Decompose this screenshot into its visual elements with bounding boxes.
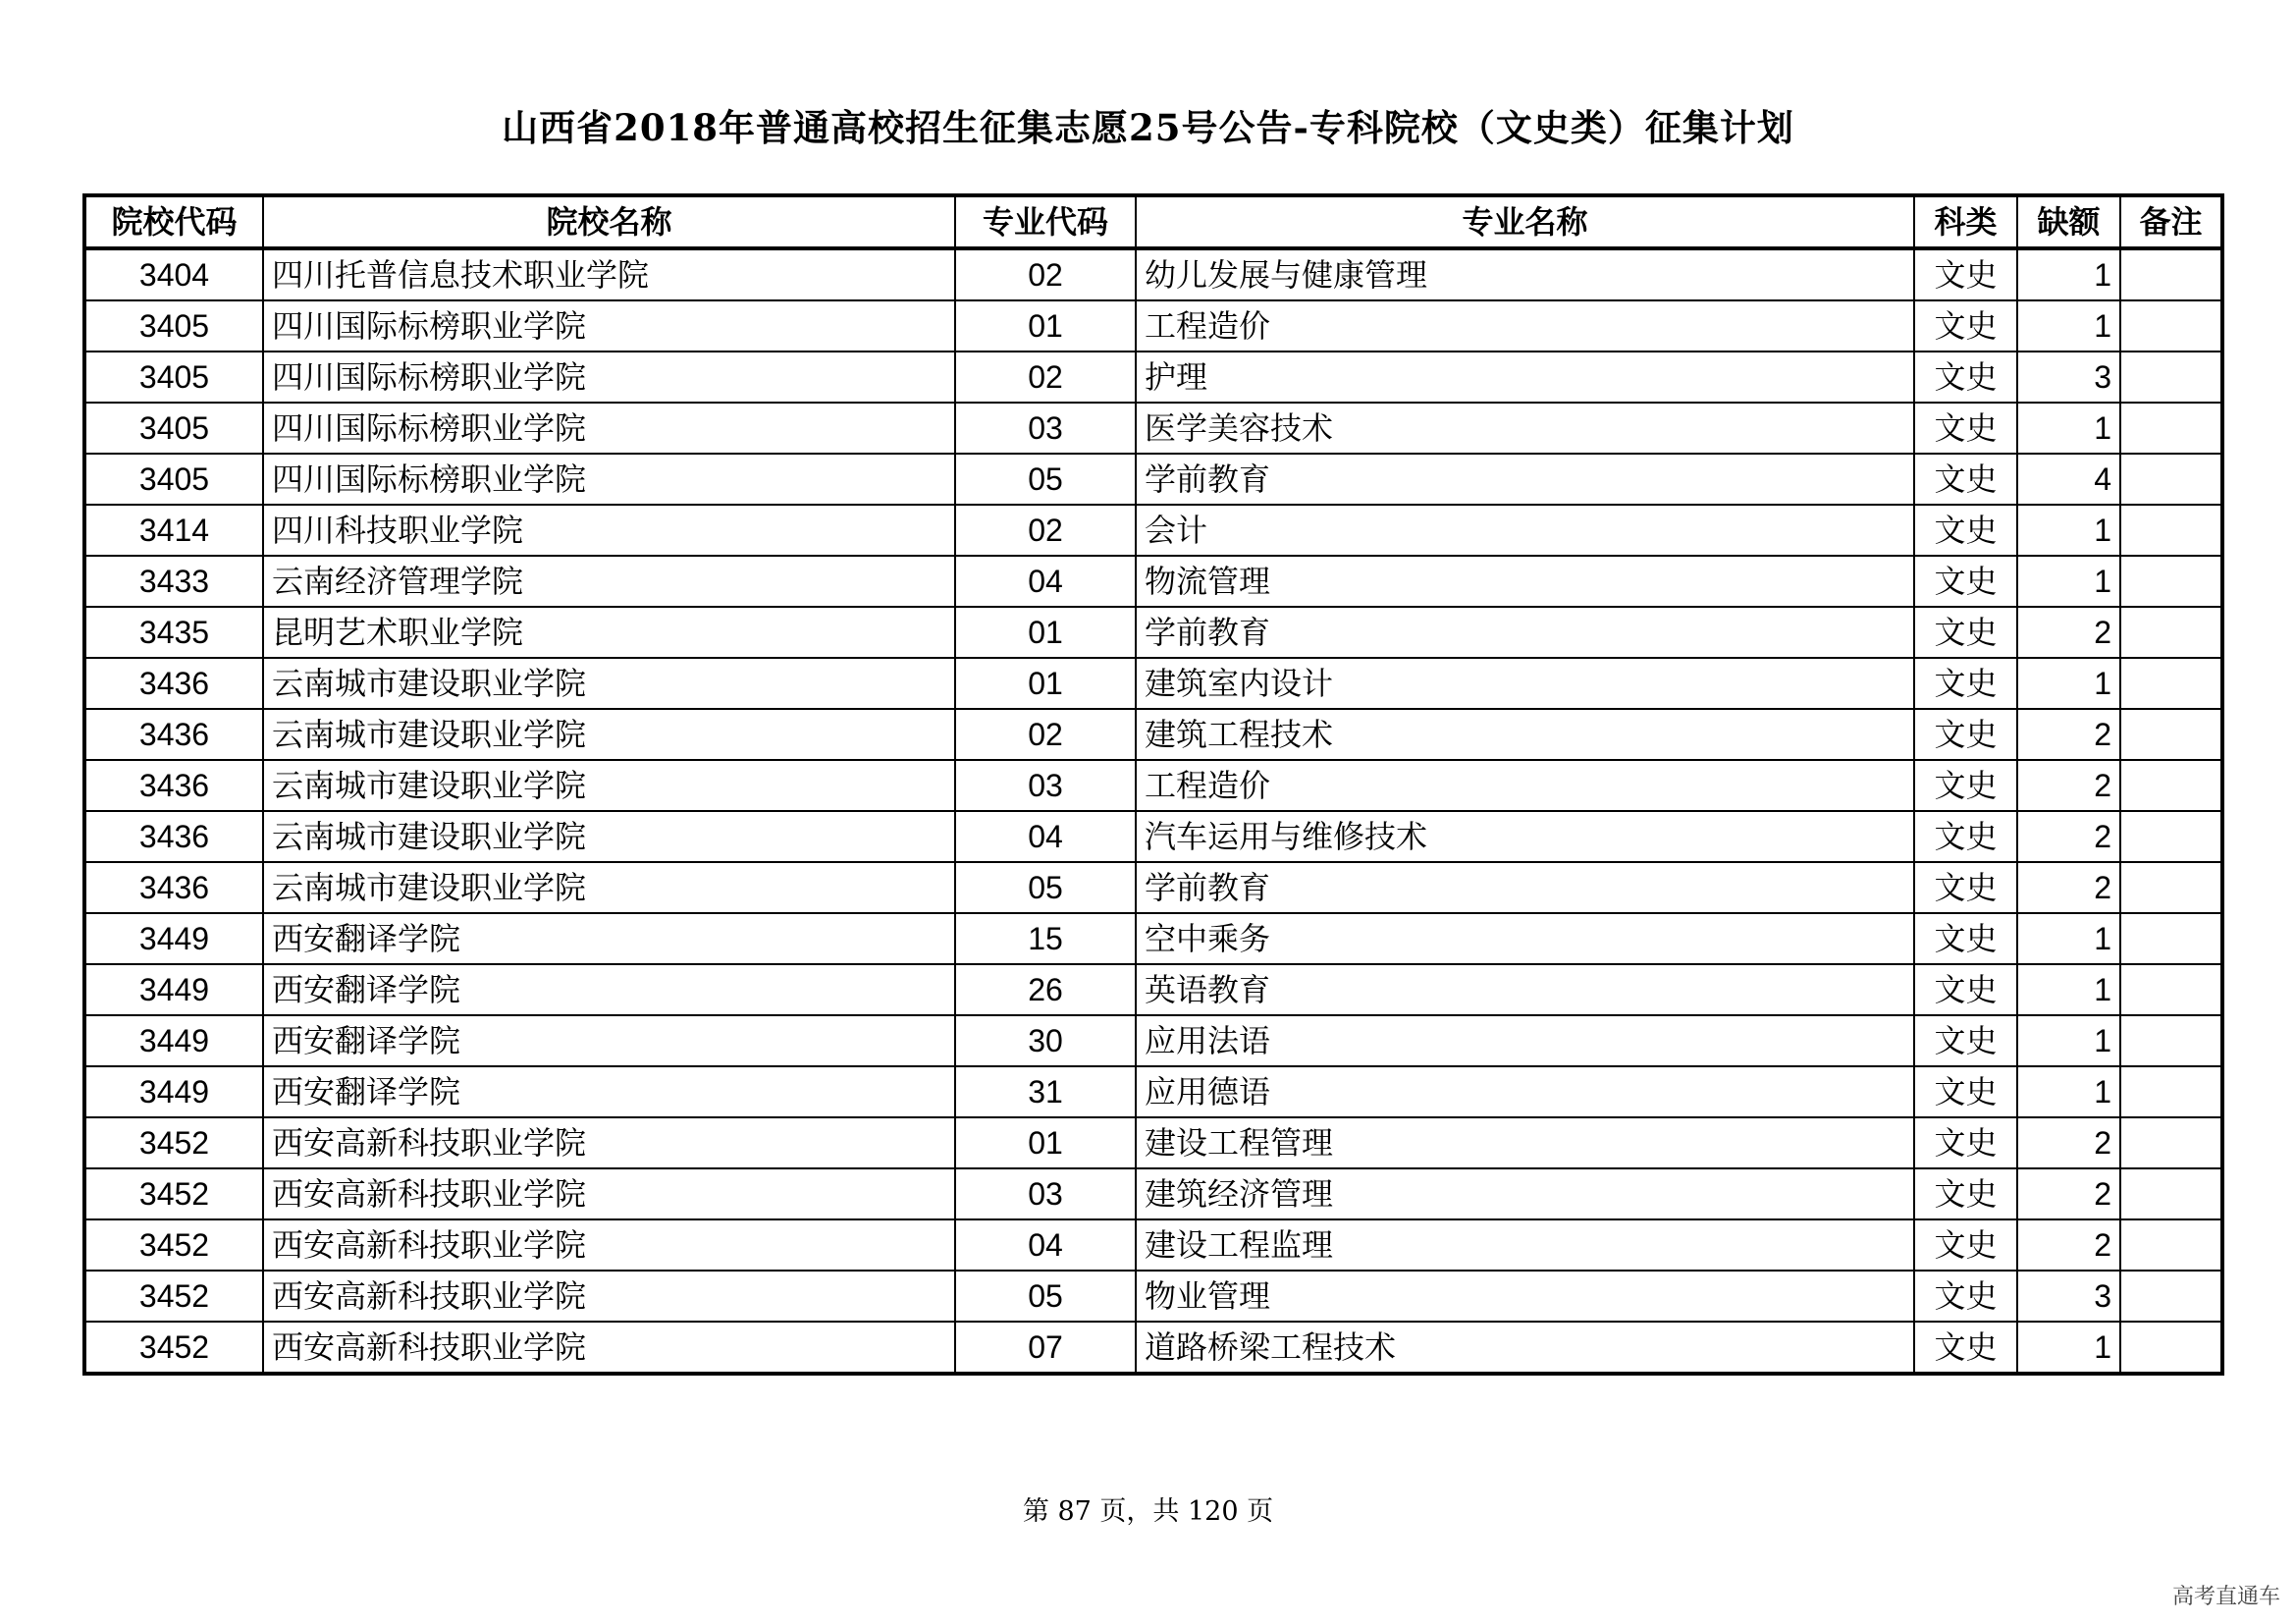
cell-school-code: 3414 — [84, 505, 263, 556]
cell-major-code: 03 — [955, 760, 1136, 811]
cell-note — [2120, 709, 2222, 760]
header-note: 备注 — [2120, 195, 2222, 248]
cell-vacancy: 3 — [2017, 352, 2120, 403]
cell-vacancy: 1 — [2017, 248, 2120, 300]
cell-note — [2120, 658, 2222, 709]
cell-school-code: 3435 — [84, 607, 263, 658]
cell-category: 文史 — [1914, 403, 2017, 454]
table-row — [84, 300, 2222, 352]
table-row — [84, 1322, 2222, 1374]
table-row — [84, 862, 2222, 913]
cell-vacancy: 1 — [2017, 658, 2120, 709]
cell-school-name: 西安高新科技职业学院 — [263, 1322, 955, 1374]
cell-vacancy: 2 — [2017, 607, 2120, 658]
cell-school-code: 3452 — [84, 1219, 263, 1271]
cell-school-code: 3449 — [84, 1066, 263, 1117]
cell-major-code: 04 — [955, 556, 1136, 607]
cell-note — [2120, 811, 2222, 862]
cell-category: 文史 — [1914, 1117, 2017, 1168]
cell-vacancy: 2 — [2017, 709, 2120, 760]
cell-note — [2120, 403, 2222, 454]
cell-vacancy: 1 — [2017, 964, 2120, 1015]
header-category: 科类 — [1914, 195, 2017, 248]
cell-major-code: 02 — [955, 352, 1136, 403]
cell-vacancy: 2 — [2017, 760, 2120, 811]
cell-category: 文史 — [1914, 607, 2017, 658]
cell-note — [2120, 352, 2222, 403]
table-row — [84, 964, 2222, 1015]
cell-note — [2120, 607, 2222, 658]
cell-category: 文史 — [1914, 964, 2017, 1015]
table-row — [84, 1168, 2222, 1219]
cell-school-name: 云南城市建设职业学院 — [263, 709, 955, 760]
cell-note — [2120, 1219, 2222, 1271]
cell-major-code: 01 — [955, 300, 1136, 352]
cell-note — [2120, 1066, 2222, 1117]
cell-vacancy: 1 — [2017, 1015, 2120, 1066]
cell-school-code: 3405 — [84, 300, 263, 352]
cell-category: 文史 — [1914, 248, 2017, 300]
cell-school-name: 云南城市建设职业学院 — [263, 658, 955, 709]
page-number: 第 87 页，共 120 页 — [1022, 1496, 1274, 1527]
cell-category: 文史 — [1914, 556, 2017, 607]
table-row — [84, 607, 2222, 658]
table-row — [84, 760, 2222, 811]
cell-major-name: 幼儿发展与健康管理 — [1136, 248, 1914, 300]
watermark-text: 高考直通车 — [2171, 1585, 2280, 1609]
cell-school-name: 四川国际标榜职业学院 — [263, 352, 955, 403]
cell-school-code: 3452 — [84, 1168, 263, 1219]
cell-note — [2120, 760, 2222, 811]
cell-major-name: 空中乘务 — [1136, 913, 1914, 964]
cell-school-code: 3436 — [84, 709, 263, 760]
cell-school-name: 四川国际标榜职业学院 — [263, 300, 955, 352]
cell-major-name: 建筑经济管理 — [1136, 1168, 1914, 1219]
cell-major-code: 04 — [955, 811, 1136, 862]
cell-note — [2120, 964, 2222, 1015]
cell-school-name: 西安高新科技职业学院 — [263, 1219, 955, 1271]
cell-major-name: 工程造价 — [1136, 760, 1914, 811]
cell-vacancy: 1 — [2017, 913, 2120, 964]
cell-school-name: 西安翻译学院 — [263, 964, 955, 1015]
cell-note — [2120, 1117, 2222, 1168]
cell-school-name: 西安高新科技职业学院 — [263, 1117, 955, 1168]
header-school-code: 院校代码 — [84, 195, 263, 248]
cell-category: 文史 — [1914, 1168, 2017, 1219]
cell-vacancy: 1 — [2017, 1066, 2120, 1117]
header-school-name: 院校名称 — [263, 195, 955, 248]
cell-category: 文史 — [1914, 862, 2017, 913]
cell-note — [2120, 556, 2222, 607]
cell-major-code: 05 — [955, 1271, 1136, 1322]
cell-major-code: 31 — [955, 1066, 1136, 1117]
cell-vacancy: 2 — [2017, 1117, 2120, 1168]
header-major-name: 专业名称 — [1136, 195, 1914, 248]
cell-note — [2120, 1271, 2222, 1322]
cell-major-code: 15 — [955, 913, 1136, 964]
cell-vacancy: 1 — [2017, 300, 2120, 352]
cell-major-name: 护理 — [1136, 352, 1914, 403]
cell-vacancy: 4 — [2017, 454, 2120, 505]
cell-major-name: 工程造价 — [1136, 300, 1914, 352]
cell-major-code: 26 — [955, 964, 1136, 1015]
cell-note — [2120, 248, 2222, 300]
cell-school-code: 3449 — [84, 913, 263, 964]
cell-vacancy: 2 — [2017, 1168, 2120, 1219]
cell-category: 文史 — [1914, 1066, 2017, 1117]
table-row — [84, 403, 2222, 454]
cell-category: 文史 — [1914, 709, 2017, 760]
table-row — [84, 1219, 2222, 1271]
cell-major-code: 01 — [955, 1117, 1136, 1168]
cell-major-code: 30 — [955, 1015, 1136, 1066]
table-row — [84, 811, 2222, 862]
cell-vacancy: 1 — [2017, 556, 2120, 607]
cell-major-name: 应用法语 — [1136, 1015, 1914, 1066]
enrollment-plan-table — [82, 193, 2224, 1376]
header-vacancy: 缺额 — [2017, 195, 2120, 248]
cell-major-name: 道路桥梁工程技术 — [1136, 1322, 1914, 1374]
cell-category: 文史 — [1914, 1322, 2017, 1374]
cell-major-name: 学前教育 — [1136, 862, 1914, 913]
cell-school-code: 3405 — [84, 454, 263, 505]
cell-major-name: 物流管理 — [1136, 556, 1914, 607]
cell-major-name: 学前教育 — [1136, 454, 1914, 505]
cell-major-name: 建筑室内设计 — [1136, 658, 1914, 709]
cell-note — [2120, 862, 2222, 913]
cell-school-code: 3404 — [84, 248, 263, 300]
cell-school-code: 3452 — [84, 1322, 263, 1374]
table-header-row — [84, 195, 2222, 248]
cell-note — [2120, 505, 2222, 556]
cell-school-name: 四川国际标榜职业学院 — [263, 454, 955, 505]
cell-major-code: 04 — [955, 1219, 1136, 1271]
cell-major-code: 05 — [955, 454, 1136, 505]
cell-note — [2120, 1322, 2222, 1374]
table-row — [84, 1117, 2222, 1168]
cell-category: 文史 — [1914, 352, 2017, 403]
table-row — [84, 1015, 2222, 1066]
cell-school-code: 3405 — [84, 352, 263, 403]
table-row — [84, 658, 2222, 709]
cell-school-code: 3405 — [84, 403, 263, 454]
cell-major-name: 医学美容技术 — [1136, 403, 1914, 454]
cell-category: 文史 — [1914, 811, 2017, 862]
cell-major-name: 建筑工程技术 — [1136, 709, 1914, 760]
cell-major-name: 建设工程管理 — [1136, 1117, 1914, 1168]
cell-major-name: 建设工程监理 — [1136, 1219, 1914, 1271]
cell-vacancy: 1 — [2017, 505, 2120, 556]
header-major-code: 专业代码 — [955, 195, 1136, 248]
table-row — [84, 505, 2222, 556]
cell-category: 文史 — [1914, 300, 2017, 352]
cell-major-name: 汽车运用与维修技术 — [1136, 811, 1914, 862]
cell-school-name: 云南经济管理学院 — [263, 556, 955, 607]
cell-category: 文史 — [1914, 454, 2017, 505]
cell-note — [2120, 1168, 2222, 1219]
cell-school-code: 3452 — [84, 1271, 263, 1322]
cell-category: 文史 — [1914, 1219, 2017, 1271]
cell-school-code: 3436 — [84, 760, 263, 811]
cell-major-name: 物业管理 — [1136, 1271, 1914, 1322]
cell-major-code: 02 — [955, 709, 1136, 760]
cell-school-name: 云南城市建设职业学院 — [263, 862, 955, 913]
cell-school-name: 西安翻译学院 — [263, 1066, 955, 1117]
table-row — [84, 556, 2222, 607]
cell-school-name: 四川国际标榜职业学院 — [263, 403, 955, 454]
cell-major-code: 03 — [955, 1168, 1136, 1219]
cell-note — [2120, 913, 2222, 964]
table-row — [84, 1066, 2222, 1117]
cell-school-code: 3449 — [84, 964, 263, 1015]
cell-vacancy: 2 — [2017, 811, 2120, 862]
cell-school-code: 3433 — [84, 556, 263, 607]
table-row — [84, 454, 2222, 505]
table-body — [84, 248, 2222, 1374]
cell-school-name: 西安翻译学院 — [263, 913, 955, 964]
cell-school-code: 3436 — [84, 811, 263, 862]
cell-school-name: 云南城市建设职业学院 — [263, 760, 955, 811]
table-row — [84, 913, 2222, 964]
cell-note — [2120, 454, 2222, 505]
cell-school-name: 西安翻译学院 — [263, 1015, 955, 1066]
cell-vacancy: 3 — [2017, 1271, 2120, 1322]
cell-major-code: 01 — [955, 607, 1136, 658]
cell-vacancy: 1 — [2017, 1322, 2120, 1374]
cell-vacancy: 2 — [2017, 1219, 2120, 1271]
cell-major-code: 02 — [955, 248, 1136, 300]
cell-major-name: 英语教育 — [1136, 964, 1914, 1015]
cell-category: 文史 — [1914, 658, 2017, 709]
cell-school-name: 西安高新科技职业学院 — [263, 1168, 955, 1219]
table-row — [84, 709, 2222, 760]
cell-note — [2120, 300, 2222, 352]
cell-school-code: 3436 — [84, 658, 263, 709]
cell-major-code: 02 — [955, 505, 1136, 556]
cell-school-code: 3449 — [84, 1015, 263, 1066]
cell-category: 文史 — [1914, 760, 2017, 811]
cell-school-name: 西安高新科技职业学院 — [263, 1271, 955, 1322]
cell-major-code: 03 — [955, 403, 1136, 454]
cell-school-code: 3436 — [84, 862, 263, 913]
cell-vacancy: 1 — [2017, 403, 2120, 454]
cell-school-name: 云南城市建设职业学院 — [263, 811, 955, 862]
cell-school-name: 昆明艺术职业学院 — [263, 607, 955, 658]
table-row — [84, 352, 2222, 403]
cell-school-code: 3452 — [84, 1117, 263, 1168]
cell-school-name: 四川托普信息技术职业学院 — [263, 248, 955, 300]
table-row — [84, 248, 2222, 300]
page-title: 山西省2018年普通高校招生征集志愿25号公告-专科院校（文史类）征集计划 — [502, 106, 1794, 149]
cell-major-code: 05 — [955, 862, 1136, 913]
cell-major-name: 学前教育 — [1136, 607, 1914, 658]
cell-major-code: 01 — [955, 658, 1136, 709]
cell-note — [2120, 1015, 2222, 1066]
cell-category: 文史 — [1914, 505, 2017, 556]
cell-category: 文史 — [1914, 913, 2017, 964]
cell-vacancy: 2 — [2017, 862, 2120, 913]
cell-major-name: 会计 — [1136, 505, 1914, 556]
cell-category: 文史 — [1914, 1015, 2017, 1066]
cell-category: 文史 — [1914, 1271, 2017, 1322]
table-row — [84, 1271, 2222, 1322]
cell-school-name: 四川科技职业学院 — [263, 505, 955, 556]
cell-major-name: 应用德语 — [1136, 1066, 1914, 1117]
cell-major-code: 07 — [955, 1322, 1136, 1374]
